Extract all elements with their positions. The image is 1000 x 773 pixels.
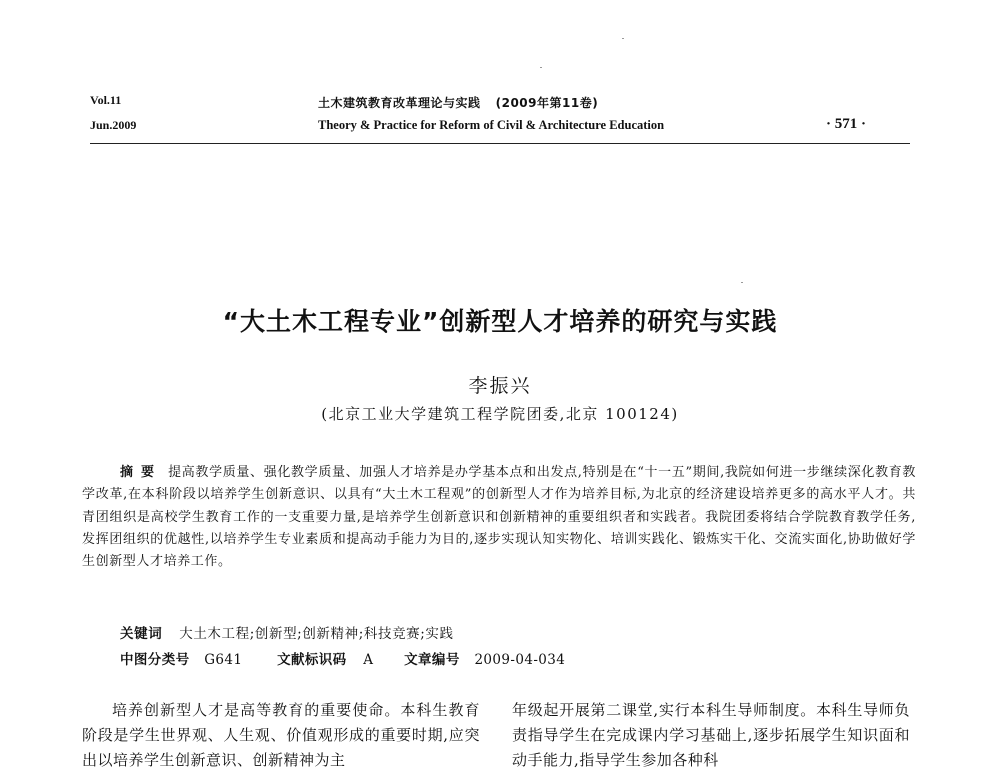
volume-label: Vol.11 <box>90 93 122 107</box>
abstract <box>82 462 916 573</box>
author-name: 李振兴 <box>468 375 532 397</box>
article-no-value: 2009-04-034 <box>474 652 566 668</box>
scan-speck <box>622 38 624 39</box>
page-number: · 571 · <box>826 116 867 132</box>
clc-value: G641 <box>204 652 243 668</box>
abstract-label: 摘要 <box>120 465 163 480</box>
keywords-text: 大土木工程;创新型;创新精神;科技竞赛;实践 <box>179 626 454 642</box>
journal-year-cn: (2009年第11卷) <box>495 96 599 110</box>
author-affiliation: (北京工业大学建筑工程学院团委,北京 100124) <box>321 405 679 423</box>
keywords-label: 关键词 <box>120 626 163 642</box>
scan-speck <box>741 282 743 283</box>
abstract-text: 提高教学质量、强化教学质量、加强人才培养是办学基本点和出发点,特别是在“十一五”期间,我院如何进一步继续深化教育教学改革,在本科阶段以培养学生创新意识、以具有“大土木工程观”的创新型人才作为培养目标,为北京的经济建设培养更多的高水平人才。共青团组织是高校学生教育工作的一支重要力量,是培养学生创新意识和创新精神的重要组织者和实践者。我院团委将结合学院教育教学任务,发挥团组织的优越性,以培养学生专业素质和提高动手能力为目的,逐步实现认知实物化、培训实践化、锻炼实干化、交流实面化,协助做好学生创新型人才培养工作。 <box>82 465 916 570</box>
keywords-line <box>120 622 454 642</box>
classification-line <box>120 648 565 668</box>
doc-code-label: 文献标识码 <box>277 652 347 668</box>
body-column-left: 培养创新型人才是高等教育的重要使命。本科生教育阶段是学生世界观、人生观、价值观形成的重要时期,应突出以培养学生创新意识、创新精神为主 <box>82 701 480 769</box>
article-title: “大土木工程专业”创新型人才培养的研究与实践 <box>222 307 778 336</box>
journal-name-cn <box>318 92 598 111</box>
journal-name-en: Theory & Practice for Reform of Civil & Architecture Education <box>318 118 665 132</box>
body-column-right: 年级起开展第二课堂,实行本科生导师制度。本科生导师负责指导学生在完成课内学习基础上,逐步拓展学生知识面和动手能力,指导学生参加各种科 <box>512 701 910 769</box>
doc-code-value: A <box>363 652 374 668</box>
journal-title-cn: 土木建筑教育改革理论与实践 <box>318 96 481 110</box>
scan-speck <box>540 67 542 68</box>
article-no-label: 文章编号 <box>404 652 460 668</box>
issue-date: Jun.2009 <box>90 118 137 132</box>
clc-label: 中图分类号 <box>120 652 190 668</box>
header-rule <box>90 143 910 144</box>
